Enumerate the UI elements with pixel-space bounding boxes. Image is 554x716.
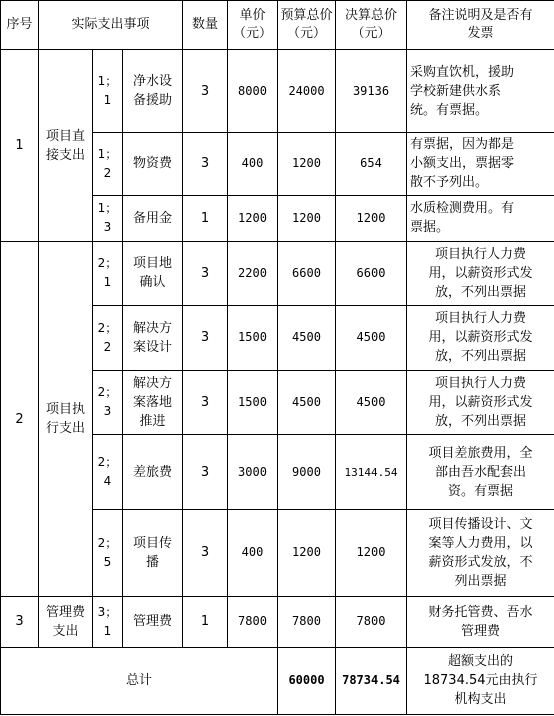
group-seq: 3: [1, 596, 39, 647]
row-note: 财务托管费、吾水 管理费: [407, 596, 554, 647]
total-budget: 60000: [278, 647, 336, 714]
row-budget: 7800: [278, 596, 336, 647]
group-seq: 1: [1, 49, 39, 241]
row-note: 有票据，因为都是 小额支出，票据零 散不予列出。: [407, 133, 554, 195]
row-actual: 4500: [336, 370, 407, 434]
row-actual: 1200: [336, 510, 407, 597]
row-budget: 4500: [278, 305, 336, 370]
row-qty: 3: [183, 434, 228, 509]
row-actual: 4500: [336, 305, 407, 370]
row-budget: 24000: [278, 49, 336, 133]
header-budget: 预算总价 （元）: [278, 1, 336, 50]
group-seq: 2: [1, 242, 39, 596]
header-seq: 序号: [1, 1, 39, 50]
row-unit: 7800: [228, 596, 278, 647]
row-note: 项目执行人力费 用，以薪资形式发 放，不列出票据: [407, 242, 554, 305]
row-unit: 3000: [228, 434, 278, 509]
row-budget: 1200: [278, 195, 336, 242]
row-actual: 6600: [336, 242, 407, 305]
row-name: 解决方 案落地 推进: [123, 370, 183, 434]
group-category: 管理费 支出: [39, 596, 93, 647]
row-unit: 1200: [228, 195, 278, 242]
row-code: 1；3: [93, 195, 123, 242]
header-item: 实际支出事项: [39, 1, 183, 50]
row-actual: 39136: [336, 49, 407, 133]
total-note: 超额支出的 18734.54元由执行 机构支出: [407, 647, 554, 714]
header-note: 备注说明及是否有 发票: [407, 1, 554, 50]
row-budget: 4500: [278, 370, 336, 434]
row-code: 2；3: [93, 370, 123, 434]
group-category: 项目直 接支出: [39, 49, 93, 241]
row-actual: 13144.54: [336, 434, 407, 509]
row-budget: 9000: [278, 434, 336, 509]
row-qty: 3: [183, 370, 228, 434]
row-actual: 1200: [336, 195, 407, 242]
row-actual: 654: [336, 133, 407, 195]
row-name: 物资费: [123, 133, 183, 195]
table-row: [1, 49, 554, 133]
row-name: 备用金: [123, 195, 183, 242]
row-name: 解决方 案设计: [123, 305, 183, 370]
header-actual: 决算总价 （元）: [336, 1, 407, 50]
row-note: 采购直饮机，援助 学校新建供水系 统。有票据。: [407, 49, 554, 133]
row-code: 2；4: [93, 434, 123, 509]
row-qty: 3: [183, 242, 228, 305]
group-category: 项目执 行支出: [39, 242, 93, 596]
total-actual: 78734.54: [336, 647, 407, 714]
row-name: 管理费: [123, 596, 183, 647]
row-actual: 7800: [336, 596, 407, 647]
row-budget: 1200: [278, 510, 336, 597]
row-name: 项目地 确认: [123, 242, 183, 305]
row-note: 水质检测费用。有 票据。: [407, 195, 554, 242]
row-code: 2；5: [93, 510, 123, 597]
row-code: 1；1: [93, 49, 123, 133]
row-code: 2；1: [93, 242, 123, 305]
row-code: 2；2: [93, 305, 123, 370]
header-unit-price: 单价 （元）: [228, 1, 278, 50]
total-row: [1, 647, 554, 714]
row-unit: 1500: [228, 305, 278, 370]
row-unit: 2200: [228, 242, 278, 305]
row-qty: 3: [183, 133, 228, 195]
row-note: 项目差旅费用，全 部由吾水配套出 资。有票据: [407, 434, 554, 509]
row-qty: 3: [183, 305, 228, 370]
row-code: 1；2: [93, 133, 123, 195]
row-unit: 8000: [228, 49, 278, 133]
row-budget: 1200: [278, 133, 336, 195]
row-qty: 1: [183, 596, 228, 647]
total-label: 总计: [1, 647, 278, 714]
row-qty: 3: [183, 510, 228, 597]
table-row: [1, 596, 554, 647]
row-unit: 1500: [228, 370, 278, 434]
row-name: 项目传 播: [123, 510, 183, 597]
row-qty: 1: [183, 195, 228, 242]
row-code: 3；1: [93, 596, 123, 647]
table-row: [1, 242, 554, 305]
row-note: 项目执行人力费 用，以薪资形式发 放，不列出票据: [407, 305, 554, 370]
row-qty: 3: [183, 49, 228, 133]
row-unit: 400: [228, 133, 278, 195]
row-unit: 400: [228, 510, 278, 597]
row-name: 净水设 备援助: [123, 49, 183, 133]
row-budget: 6600: [278, 242, 336, 305]
header-qty: 数量: [183, 1, 228, 50]
row-name: 差旅费: [123, 434, 183, 509]
header-row: [1, 1, 554, 50]
row-note: 项目传播设计、文 案等人力费用，以 薪资形式发放，不 列出票据: [407, 510, 554, 597]
row-note: 项目执行人力费 用，以薪资形式发 放，不列出票据: [407, 370, 554, 434]
